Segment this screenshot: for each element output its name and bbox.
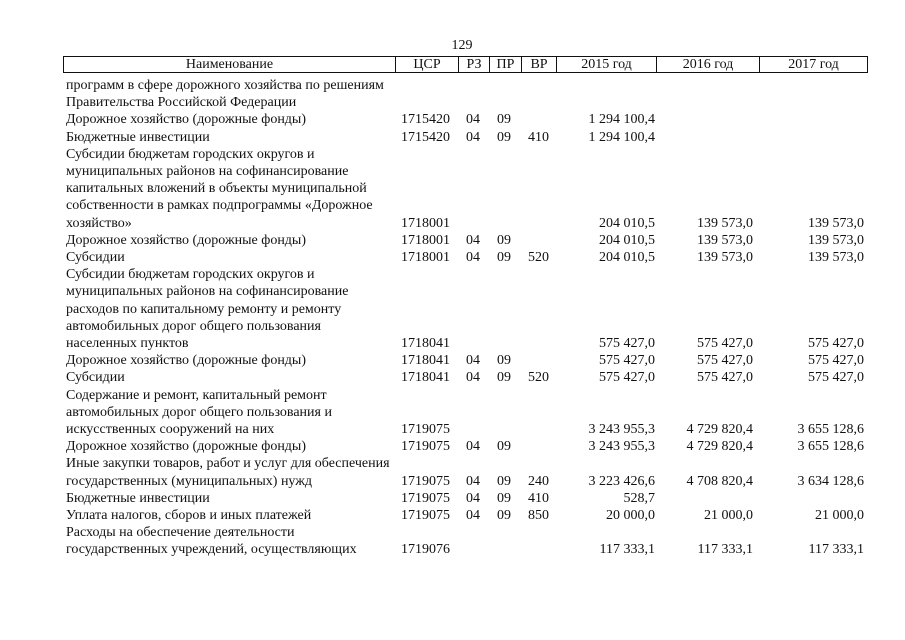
row-name: Уплата налогов, сборов и иных платежей bbox=[66, 508, 312, 524]
row-csr: 1718041 bbox=[401, 353, 450, 369]
row-year-2016: 139 573,0 bbox=[697, 215, 753, 231]
row-vr: 410 bbox=[528, 129, 549, 145]
row-year-2016: 117 333,1 bbox=[697, 542, 753, 558]
row-rz: 04 bbox=[466, 490, 480, 506]
table-row bbox=[63, 266, 868, 352]
row-name: Бюджетные инвестиции bbox=[66, 129, 210, 145]
row-name: Дорожное хозяйство (дорожные фонды) bbox=[66, 353, 307, 369]
row-year-2016: 21 000,0 bbox=[704, 508, 753, 524]
row-name: Субсидии бюджетам городских округов и муниципальных районов на софинансирование расходов по капитальному ремонту и ремонту автомобильных дорог общего пользования населенных пунктов bbox=[66, 267, 349, 352]
table-row bbox=[63, 387, 868, 439]
row-pr: 09 bbox=[497, 439, 511, 455]
row-rz: 04 bbox=[466, 129, 480, 145]
row-name: Содержание и ремонт, капитальный ремонт автомобильных дорог общего пользования и искусственных сооружений на них bbox=[66, 387, 332, 438]
row-vr: 520 bbox=[528, 250, 549, 266]
table-row bbox=[63, 455, 868, 489]
row-csr: 1715420 bbox=[401, 112, 450, 128]
row-name: Дорожное хозяйство (дорожные фонды) bbox=[66, 112, 307, 128]
row-csr: 1719075 bbox=[401, 422, 450, 438]
header-pr: ПР bbox=[490, 57, 522, 72]
row-year-2015: 20 000,0 bbox=[606, 508, 655, 524]
row-vr: 240 bbox=[528, 473, 549, 489]
row-year-2016: 4 708 820,4 bbox=[686, 473, 753, 489]
table-row bbox=[63, 129, 868, 146]
row-year-2015: 204 010,5 bbox=[599, 232, 655, 248]
header-2016: 2016 год bbox=[657, 57, 760, 72]
row-rz: 04 bbox=[466, 439, 480, 455]
row-year-2015: 3 243 955,3 bbox=[588, 422, 655, 438]
header-vr: ВР bbox=[522, 57, 557, 72]
row-year-2017: 117 333,1 bbox=[808, 542, 864, 558]
table-row bbox=[63, 524, 868, 558]
row-pr: 09 bbox=[497, 112, 511, 128]
table-row bbox=[63, 249, 868, 266]
row-year-2015: 528,7 bbox=[623, 490, 655, 506]
row-rz: 04 bbox=[466, 473, 480, 489]
row-year-2015: 204 010,5 bbox=[599, 215, 655, 231]
row-name: программ в сфере дорожного хозяйства по решениям Правительства Российской Федерации bbox=[66, 78, 384, 111]
row-pr: 09 bbox=[497, 250, 511, 266]
table-body bbox=[63, 77, 868, 559]
table-row bbox=[63, 77, 868, 111]
row-year-2016: 575 427,0 bbox=[697, 353, 753, 369]
row-year-2017: 21 000,0 bbox=[815, 508, 864, 524]
row-vr: 850 bbox=[528, 508, 549, 524]
row-year-2017: 139 573,0 bbox=[808, 215, 864, 231]
row-year-2015: 575 427,0 bbox=[599, 353, 655, 369]
row-rz: 04 bbox=[466, 112, 480, 128]
row-csr: 1719076 bbox=[401, 542, 450, 558]
row-year-2016: 575 427,0 bbox=[697, 336, 753, 352]
row-year-2017: 139 573,0 bbox=[808, 250, 864, 266]
row-name: Бюджетные инвестиции bbox=[66, 490, 210, 506]
row-csr: 1719075 bbox=[401, 473, 450, 489]
header-2017: 2017 год bbox=[788, 57, 839, 72]
row-name: Субсидии bbox=[66, 250, 125, 266]
row-csr: 1718041 bbox=[401, 370, 450, 386]
table-header bbox=[63, 56, 868, 73]
row-year-2016: 139 573,0 bbox=[697, 232, 753, 248]
row-csr: 1719075 bbox=[401, 490, 450, 506]
row-pr: 09 bbox=[497, 508, 511, 524]
header-csr: ЦСР bbox=[396, 57, 459, 72]
table-row bbox=[63, 369, 868, 386]
row-year-2017: 3 655 128,6 bbox=[797, 422, 864, 438]
table-row bbox=[63, 232, 868, 249]
row-csr: 1719075 bbox=[401, 508, 450, 524]
row-vr: 410 bbox=[528, 490, 549, 506]
row-year-2016: 575 427,0 bbox=[697, 370, 753, 386]
row-pr: 09 bbox=[497, 473, 511, 489]
row-year-2017: 3 634 128,6 bbox=[797, 473, 864, 489]
row-name: Расходы на обеспечение деятельности государственных учреждений, осуществляющих bbox=[66, 525, 357, 558]
row-year-2015: 117 333,1 bbox=[599, 542, 655, 558]
row-csr: 1718001 bbox=[401, 215, 450, 231]
table-row bbox=[63, 352, 868, 369]
table-row bbox=[63, 507, 868, 524]
row-year-2017: 575 427,0 bbox=[808, 370, 864, 386]
row-rz: 04 bbox=[466, 353, 480, 369]
row-year-2017: 139 573,0 bbox=[808, 232, 864, 248]
row-year-2015: 3 243 955,3 bbox=[588, 439, 655, 455]
row-year-2015: 204 010,5 bbox=[599, 250, 655, 266]
row-year-2017: 575 427,0 bbox=[808, 336, 864, 352]
header-2015: 2015 год bbox=[557, 57, 657, 72]
header-name: Наименование bbox=[64, 57, 396, 72]
row-csr: 1718001 bbox=[401, 232, 450, 248]
row-year-2017: 575 427,0 bbox=[808, 353, 864, 369]
row-pr: 09 bbox=[497, 129, 511, 145]
row-rz: 04 bbox=[466, 250, 480, 266]
row-pr: 09 bbox=[497, 490, 511, 506]
row-year-2015: 575 427,0 bbox=[599, 336, 655, 352]
row-year-2016: 139 573,0 bbox=[697, 250, 753, 266]
row-year-2015: 1 294 100,4 bbox=[588, 112, 655, 128]
row-pr: 09 bbox=[497, 353, 511, 369]
row-name: Субсидии бюджетам городских округов и муниципальных районов на софинансирование капитальных вложений в объекты муниципальной собственности в рамках подпрограммы «Дорожное хозяйство» bbox=[66, 146, 373, 231]
row-year-2016: 4 729 820,4 bbox=[686, 422, 753, 438]
row-csr: 1715420 bbox=[401, 129, 450, 145]
page-number: 129 bbox=[451, 38, 473, 53]
row-rz: 04 bbox=[466, 370, 480, 386]
row-pr: 09 bbox=[497, 370, 511, 386]
row-vr: 520 bbox=[528, 370, 549, 386]
row-year-2015: 3 223 426,6 bbox=[588, 473, 655, 489]
row-name: Дорожное хозяйство (дорожные фонды) bbox=[66, 232, 307, 248]
row-year-2015: 575 427,0 bbox=[599, 370, 655, 386]
row-csr: 1718001 bbox=[401, 250, 450, 266]
row-csr: 1718041 bbox=[401, 336, 450, 352]
row-rz: 04 bbox=[466, 232, 480, 248]
row-rz: 04 bbox=[466, 508, 480, 524]
table-row bbox=[63, 146, 868, 232]
row-year-2015: 1 294 100,4 bbox=[588, 129, 655, 145]
table-row bbox=[63, 438, 868, 455]
row-name: Иные закупки товаров, работ и услуг для обеспечения государственных (муниципальных) нужд bbox=[66, 456, 390, 489]
row-year-2016: 4 729 820,4 bbox=[686, 439, 753, 455]
table-row bbox=[63, 111, 868, 128]
table-row bbox=[63, 490, 868, 507]
header-rz: РЗ bbox=[459, 57, 490, 72]
row-name: Дорожное хозяйство (дорожные фонды) bbox=[66, 439, 307, 455]
row-year-2017: 3 655 128,6 bbox=[797, 439, 864, 455]
row-csr: 1719075 bbox=[401, 439, 450, 455]
row-pr: 09 bbox=[497, 232, 511, 248]
row-name: Субсидии bbox=[66, 370, 125, 386]
